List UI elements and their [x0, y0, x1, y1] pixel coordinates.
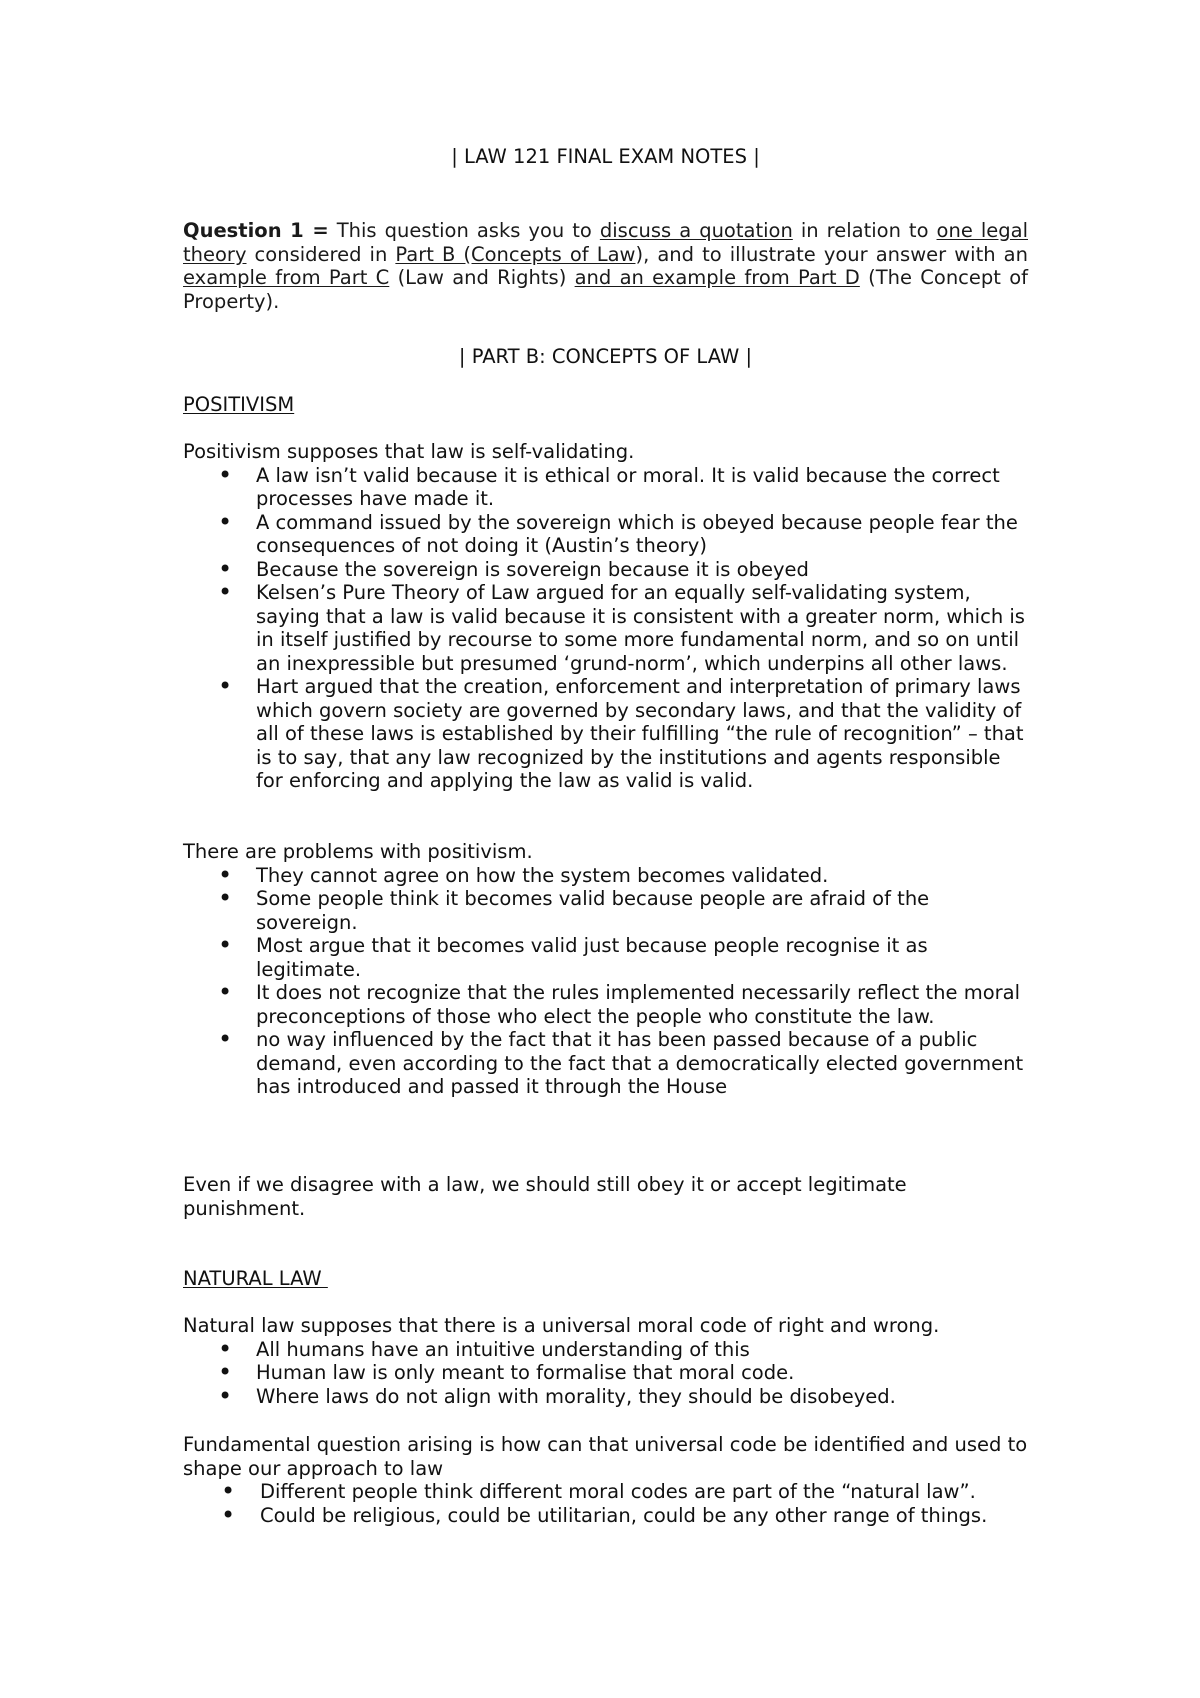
list-item: • Hart argued that the creation, enforcement and interpretation of primary laws which govern society are governed by secondary laws, and that the validity of all of these laws is established by their fulfilling “the rule of recognition” – that is to say, that any law recognized by the institutions and agents responsible for enforcing and applying the law as valid is valid.	[183, 675, 1028, 793]
positivism-bullet-list	[183, 464, 1028, 793]
question-1-paragraph	[183, 219, 1028, 313]
natural-law-question-bullets	[183, 1480, 1028, 1527]
positivism-section	[183, 440, 1028, 793]
natural-law-heading: NATURAL LAW	[183, 1267, 328, 1290]
list-item: • A command issued by the sovereign which is obeyed because people fear the consequences of not doing it (Austin’s theory)	[183, 511, 1028, 558]
question-1-label: Question 1 =	[183, 219, 329, 242]
part-b-title: | PART B: CONCEPTS OF LAW |	[458, 345, 753, 368]
natural-law-heading-row	[183, 1267, 1028, 1291]
natural-law-bullet-list	[183, 1338, 1028, 1409]
underlined-phrase: and an example from Part D	[574, 266, 860, 289]
document-title: | LAW 121 FINAL EXAM NOTES |	[451, 145, 760, 168]
list-item: • Human law is only meant to formalise that moral code.	[183, 1361, 1028, 1385]
underlined-phrase: example from Part C	[183, 266, 390, 289]
list-item: • They cannot agree on how the system becomes validated.	[183, 864, 1028, 888]
problems-intro: There are problems with positivism.	[183, 840, 533, 863]
list-item: • Some people think it becomes valid because people are afraid of the sovereign.	[183, 887, 1028, 934]
question-text: in relation to	[792, 219, 937, 242]
positivism-heading: POSITIVISM	[183, 393, 295, 416]
natural-law-section	[183, 1314, 1028, 1408]
natural-law-intro: Natural law supposes that there is a universal moral code of right and wrong.	[183, 1314, 940, 1337]
problems-bullet-list	[183, 864, 1028, 1099]
natural-law-question: Fundamental question arising is how can that universal code be identified and used to shape our approach to law	[183, 1433, 1028, 1480]
underlined-phrase: discuss a quotation	[599, 219, 793, 242]
list-item: • Where laws do not align with morality, they should be disobeyed.	[183, 1385, 1028, 1409]
underlined-phrase: Part B (Concepts of Law	[395, 242, 636, 266]
question-text: considered in	[246, 242, 396, 266]
list-item: • Different people think different moral codes are part of the “natural law”.	[183, 1480, 1028, 1504]
positivism-conclusion: Even if we disagree with a law, we should still obey it or accept legitimate punishment.	[183, 1173, 907, 1220]
question-text: This question asks you to	[328, 219, 600, 242]
list-item: • Could be religious, could be utilitarian, could be any other range of things.	[183, 1504, 1028, 1528]
list-item: • Most argue that it becomes valid just because people recognise it as legitimate.	[183, 934, 1028, 981]
list-item: • All humans have an intuitive understanding of this	[183, 1338, 1028, 1362]
question-text: ), and to illustrate your answer with an	[635, 242, 1028, 266]
question-text: (The Concept of Property).	[183, 266, 1028, 313]
list-item: • no way influenced by the fact that it has been passed because of a public demand, even according to the fact that a democratically elected government has introduced and passed it through the House	[183, 1028, 1028, 1099]
natural-law-question-section	[183, 1433, 1028, 1527]
list-item: • Kelsen’s Pure Theory of Law argued for an equally self-validating system, saying that a law is valid because it is consistent with a greater norm, which is in itself justified by recourse to some more fundamental norm, and so on until an inexpressible but presumed ‘grund-norm’, which underpins all other laws.	[183, 581, 1028, 675]
underlined-phrase: one legal theory	[183, 219, 1028, 266]
list-item: • It does not recognize that the rules implemented necessarily reflect the moral preconceptions of those who elect the people who constitute the law.	[183, 981, 1028, 1028]
question-text: (Law and Rights)	[389, 266, 575, 289]
positivism-problems-section	[183, 840, 1028, 1099]
list-item: • Because the sovereign is sovereign because it is obeyed	[183, 558, 1028, 582]
list-item: • A law isn’t valid because it is ethical or moral. It is valid because the correct processes have made it.	[183, 464, 1028, 511]
positivism-intro: Positivism supposes that law is self-validating.	[183, 440, 635, 463]
